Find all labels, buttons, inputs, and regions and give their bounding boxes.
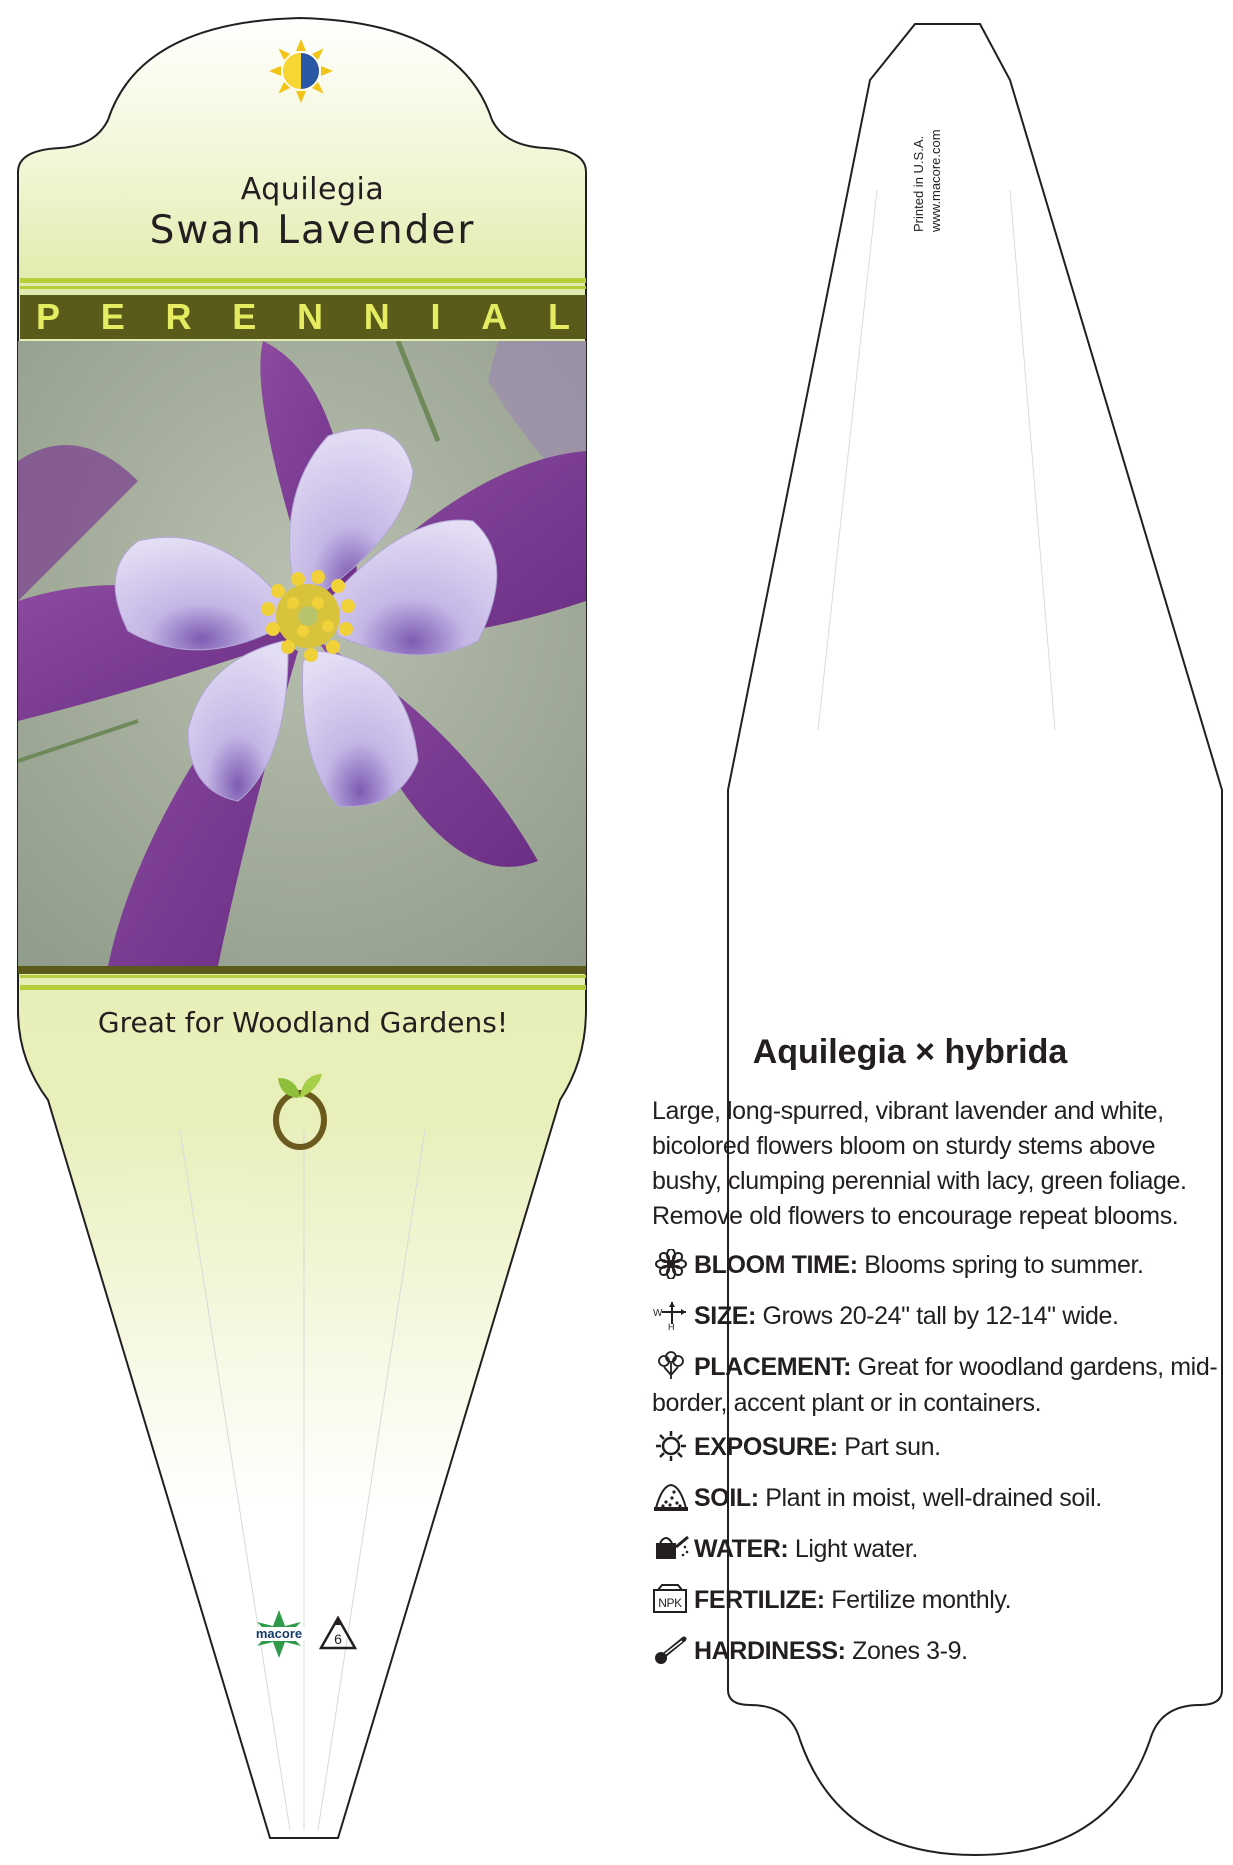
exposure-row bbox=[652, 1429, 1222, 1465]
svg-text:H: H bbox=[668, 1322, 675, 1330]
photo-frame-bottom bbox=[18, 966, 586, 974]
info-label: SOIL: bbox=[694, 1484, 759, 1512]
recycle-code: 6 bbox=[334, 1631, 342, 1647]
divider-top bbox=[20, 278, 586, 283]
flower-icon bbox=[652, 1249, 690, 1279]
category-letter: N bbox=[363, 296, 390, 337]
soil-icon bbox=[652, 1482, 690, 1512]
category-letter: A bbox=[481, 296, 508, 337]
svg-text:NPK: NPK bbox=[658, 1596, 682, 1610]
info-text: Light water. bbox=[794, 1535, 918, 1563]
category-letter: E bbox=[100, 296, 125, 337]
sprout-logo-icon bbox=[270, 1068, 330, 1150]
tagline: Great for Woodland Gardens! bbox=[97, 1006, 509, 1039]
size-row bbox=[652, 1298, 1222, 1334]
info-label: BLOOM TIME: bbox=[694, 1251, 858, 1279]
sun-icon bbox=[652, 1431, 690, 1461]
placement-icon bbox=[652, 1351, 690, 1381]
divider-top-thin bbox=[20, 286, 586, 289]
info-text: Grows 20-24" tall by 12-14" wide. bbox=[762, 1302, 1119, 1330]
svg-text:W: W bbox=[653, 1308, 663, 1319]
info-text: Blooms spring to summer. bbox=[864, 1251, 1144, 1279]
species-name: Aquilegia bbox=[240, 172, 385, 207]
category-letter: E bbox=[232, 296, 257, 337]
divider-bottom bbox=[20, 985, 586, 990]
divider-bottom-thin bbox=[20, 975, 586, 978]
info-label: PLACEMENT: bbox=[694, 1353, 852, 1381]
size-icon bbox=[652, 1300, 690, 1330]
info-label: EXPOSURE: bbox=[694, 1433, 838, 1461]
info-text: Plant in moist, well-drained soil. bbox=[765, 1484, 1102, 1512]
description: Large, long-spurred, vibrant lavender and white, bicolored flowers bloom on sturdy stems above bushy, clumping perennial with lacy, green foliage. Remove old flowers to encourage repeat blooms. bbox=[652, 1097, 1187, 1230]
category-letter: P bbox=[36, 296, 61, 337]
info-label: HARDINESS: bbox=[694, 1637, 846, 1665]
recycle-icon bbox=[318, 1615, 358, 1653]
website: www.macore.com bbox=[928, 129, 943, 232]
part-sun-icon bbox=[268, 38, 334, 104]
category-letter: L bbox=[547, 296, 570, 337]
cultivar-name: Swan Lavender bbox=[149, 208, 476, 253]
category-banner bbox=[20, 295, 586, 339]
care-info-list bbox=[652, 1247, 1222, 1684]
fertilize-row bbox=[652, 1582, 1222, 1618]
hardiness-row bbox=[652, 1633, 1222, 1669]
info-text: Fertilize monthly. bbox=[831, 1586, 1012, 1614]
placement-row bbox=[652, 1349, 1222, 1421]
bloom-time-row bbox=[652, 1247, 1222, 1283]
thermometer-icon bbox=[652, 1635, 690, 1665]
info-text: Part sun. bbox=[844, 1433, 941, 1461]
scientific-name: Aquilegia × hybrida bbox=[752, 1033, 1068, 1071]
info-text: Great for woodland gardens, mid-border, accent plant or in containers. bbox=[652, 1353, 1218, 1417]
category-letter: R bbox=[165, 296, 192, 337]
info-label: FERTILIZE: bbox=[694, 1586, 825, 1614]
print-info bbox=[910, 92, 943, 232]
brand-name: macore bbox=[244, 1627, 314, 1641]
plant-photo bbox=[18, 341, 586, 966]
info-label: WATER: bbox=[694, 1535, 789, 1563]
npk-icon bbox=[652, 1584, 690, 1614]
soil-row bbox=[652, 1480, 1222, 1516]
printed-in: Printed in U.S.A. bbox=[911, 135, 926, 232]
water-row bbox=[652, 1531, 1222, 1567]
category-letter: N bbox=[296, 296, 323, 337]
info-label: SIZE: bbox=[694, 1302, 756, 1330]
watering-can-icon bbox=[652, 1533, 690, 1563]
info-text: Zones 3-9. bbox=[852, 1637, 968, 1665]
category-letter: I bbox=[430, 296, 441, 337]
